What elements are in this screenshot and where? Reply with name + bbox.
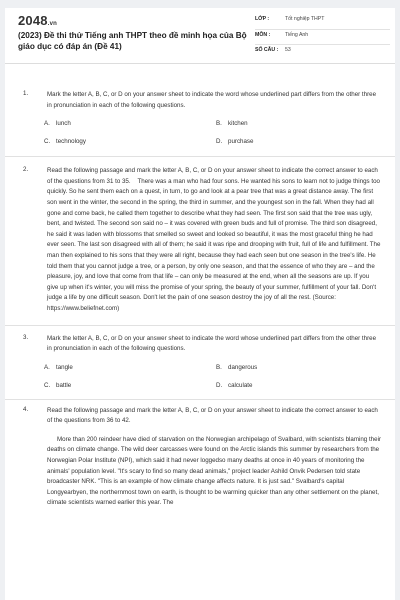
option-text: purchase xyxy=(228,138,254,146)
question-text: Mark the letter A, B, C, or D on your answer sheet to indicate the word whose underlined part differs from the other three in pronunciation in each of the following questions. xyxy=(47,91,377,109)
option-letter: D. xyxy=(216,381,223,389)
answer-options xyxy=(44,364,381,389)
option-text: battle xyxy=(56,381,72,389)
option-text: kitchen xyxy=(228,120,248,128)
question-number: 3. xyxy=(23,333,29,341)
meta-row-subject xyxy=(255,29,390,44)
question-number: 1. xyxy=(23,90,29,97)
exam-meta xyxy=(255,14,390,59)
meta-label: LỚP : xyxy=(255,16,270,22)
option-d[interactable] xyxy=(216,382,388,389)
option-c[interactable] xyxy=(44,138,216,145)
meta-value: 53 xyxy=(285,47,291,53)
question-instruction: Read the following passage and mark the letter A, B, C, or D on your answer sheet to indicate the correct answer to each of the questions from 31 to 35. xyxy=(47,167,378,185)
option-a[interactable] xyxy=(44,120,216,127)
option-letter: C. xyxy=(44,138,51,146)
document-page xyxy=(5,8,395,600)
question-text: Read the following passage and mark the letter A, B, C, or D on your answer sheet to indicate the correct answer to each of the questions from 36 to 42. xyxy=(47,406,378,425)
page-title: (2023) Đề thi thử Tiếng anh THPT theo đề minh họa của Bộ giáo dục có đáp án (Đề 41) xyxy=(18,31,247,51)
questions-list xyxy=(5,66,395,509)
option-letter: D. xyxy=(216,138,223,146)
option-text: tangle xyxy=(56,363,73,371)
meta-value: Tốt nghiệp THPT xyxy=(285,16,325,22)
reading-passage: There was a man who had four sons. He wanted his sons to learn not to judge things too quickly. So he sent them each on a quest, in turn, to go and look at a pear tree that was a great distance away. The first son went in the winter, the second in the spring, the third in summer, and the youngest son in the fall. When they had all gone and come back, he called them together to describe what they had seen. The first son said that the tree was ugly, bent, and twisted. The second son said no – it was covered with green buds and full of promise. The third son disagreed, he said it was laden with blossoms that smelled so sweet and looked so beautiful, it was the most graceful thing he had ever seen. The last son disagreed with all of them; he said it was ripe and drooping with fruit, full of life and fulfillment. The man then explained to his sons that they were all right, because they had each seen but one season in the tree's life. He told them that you cannot judge a tree, or a person, by only one season, and that the essence of who they are – and the pleasure, joy, and love that come from that life – can only be measured at the end, when all the seasons are up. If you give up when it's winter, you will miss the promise of your spring, the beauty of your summer, fulfillment of your fall. Don't judge a life by one difficult season. Don't let the pain of one season destroy the joy of all the rest. (Source: https://www.beliefnet.com) xyxy=(47,177,381,312)
meta-value: Tiếng Anh xyxy=(285,32,309,38)
option-text: calculate xyxy=(228,381,253,389)
option-b[interactable] xyxy=(216,120,388,127)
option-a[interactable] xyxy=(44,364,216,371)
question-4 xyxy=(5,406,395,509)
option-text: dangerous xyxy=(228,363,258,371)
divider xyxy=(5,325,395,326)
question-text xyxy=(47,166,381,314)
document-header xyxy=(5,8,395,64)
option-b[interactable] xyxy=(216,364,388,371)
question-number: 4. xyxy=(23,405,29,413)
option-c[interactable] xyxy=(44,382,216,389)
reading-passage: More than 200 reindeer have died of starvation on the Norwegian archipelago of Svalbard, with scientists blaming their deaths on climate change. The wild deer carcasses were found on the Arctic islands this summer by researchers from the Norwegian Polar Institute (NPI), which said it had never loggedso many deaths at once in 40 years of monitoring the animals' population level. "It's scary to find so many dead animals," project leader Ashild Onvik Pedersen told state broadcaster NRK. "This is an example of how climate change affects nature. It is just sad." Svalbard's capital Longyearbyen, the northernmost town on earth, is thought to be warming quicker than any other settlement on the planet, climate scientists warned earlier this year. The xyxy=(47,435,381,507)
meta-label: MÔN : xyxy=(255,32,271,38)
question-number: 2. xyxy=(23,166,29,174)
option-letter: B. xyxy=(216,120,222,128)
answer-options xyxy=(44,120,381,145)
meta-label: SỐ CÂU : xyxy=(255,47,279,53)
question-2 xyxy=(5,166,395,314)
divider xyxy=(5,399,395,400)
meta-row-count xyxy=(255,44,390,59)
option-letter: C. xyxy=(44,381,51,389)
question-1 xyxy=(5,90,395,145)
option-letter: A. xyxy=(44,363,50,371)
option-letter: A. xyxy=(44,120,50,128)
question-text: Mark the letter A, B, C, or D on your answer sheet to indicate the word whose underlined part differs from the other three in pronunciation in each of the following questions. xyxy=(47,334,377,353)
option-text: technology xyxy=(56,138,86,146)
question-3 xyxy=(5,334,395,389)
option-text: lunch xyxy=(56,120,71,128)
option-letter: B. xyxy=(216,363,222,371)
logo-suffix: .vn xyxy=(47,21,58,27)
meta-row-grade xyxy=(255,14,390,29)
option-d[interactable] xyxy=(216,138,388,145)
logo-text: 2048 xyxy=(18,13,48,28)
site-logo[interactable] xyxy=(18,13,57,28)
divider xyxy=(5,156,395,157)
